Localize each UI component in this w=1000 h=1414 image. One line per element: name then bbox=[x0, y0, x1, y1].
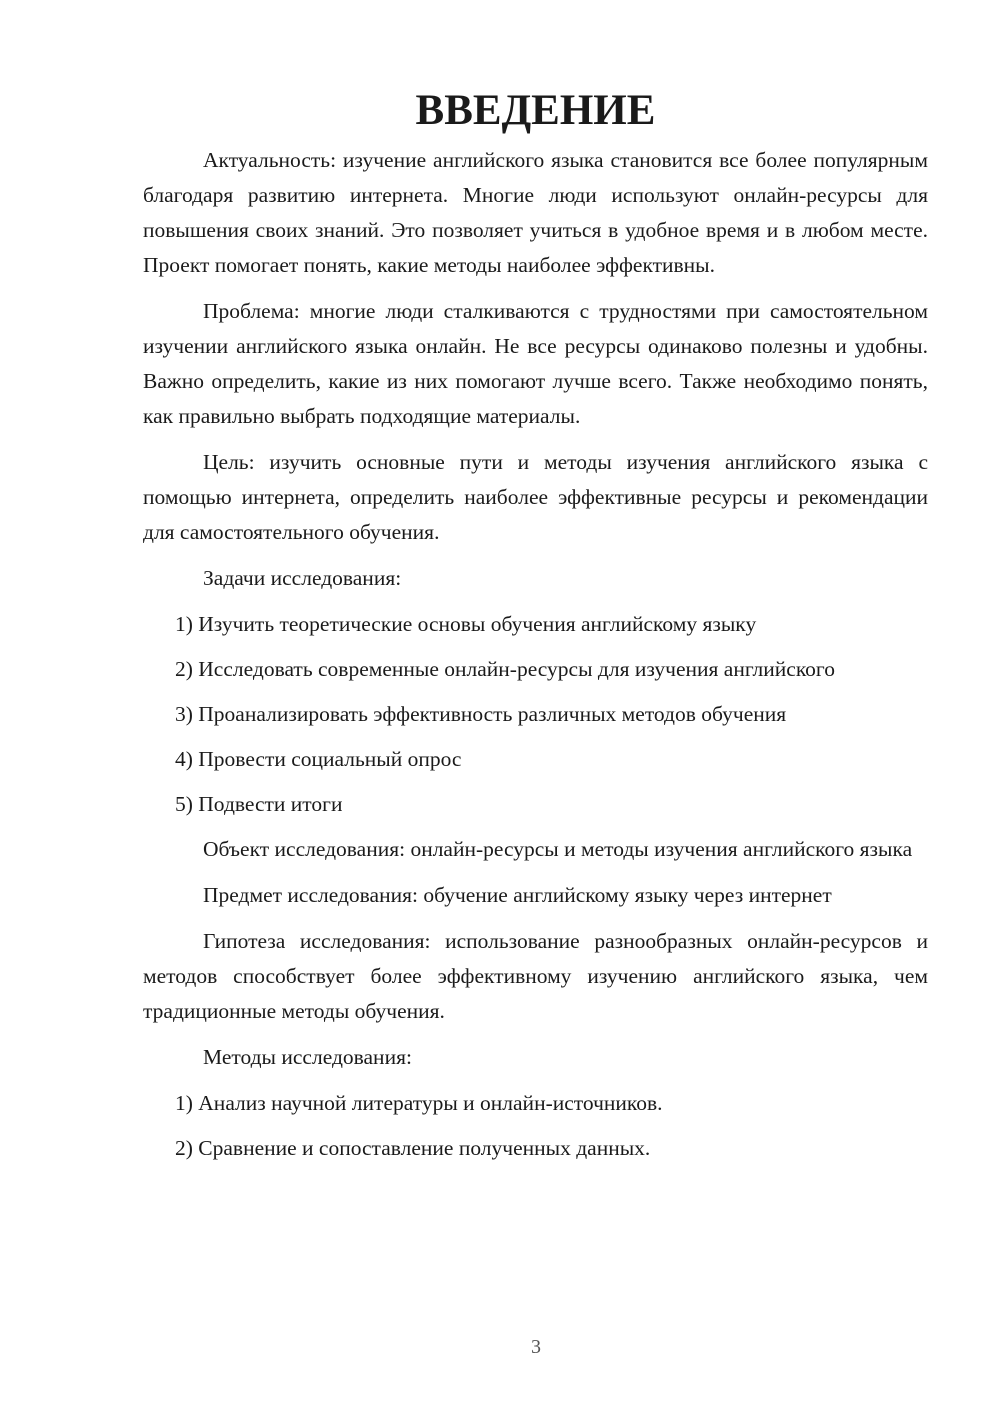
relevance-paragraph: Актуальность: изучение английского языка становится все более популярным благодаря развитию интернета. Многие люди используют онлайн-ресурсы для повышения своих знаний. Это позволяет учиться в удобное время и в любом месте. Проект помогает понять, какие методы наиболее эффективны. bbox=[143, 148, 928, 277]
hypothesis-paragraph: Гипотеза исследования: использование разнообразных онлайн-ресурсов и методов способствует более эффективному изучению английского языка, чем традиционные методы обучения. bbox=[143, 929, 928, 1023]
section-title: ВВЕДЕНИЕ bbox=[415, 87, 656, 134]
page-number: 3 bbox=[531, 1336, 541, 1358]
method-item: 2) Сравнение и сопоставление полученных данных. bbox=[175, 1136, 651, 1160]
problem-paragraph: Проблема: многие люди сталкиваются с трудностями при самостоятельном изучении английского языка онлайн. Не все ресурсы одинаково полезны и удобны. Важно определить, какие из них помогают лучше всего. Также необходимо понять, как правильно выбрать подходящие материалы. bbox=[143, 299, 928, 428]
object-paragraph: Объект исследования: онлайн-ресурсы и методы изучения английского языка bbox=[203, 837, 913, 861]
task-item: 3) Проанализировать эффективность различных методов обучения bbox=[175, 702, 787, 726]
task-item: 5) Подвести итоги bbox=[175, 792, 343, 816]
methods-heading: Методы исследования: bbox=[203, 1045, 412, 1069]
goal-paragraph: Цель: изучить основные пути и методы изучения английского языка с помощью интернета, определить наиболее эффективные ресурсы и рекомендации для самостоятельного обучения. bbox=[143, 450, 928, 544]
method-item: 1) Анализ научной литературы и онлайн-источников. bbox=[175, 1091, 663, 1115]
task-item: 2) Исследовать современные онлайн-ресурсы для изучения английского bbox=[175, 657, 835, 681]
subject-paragraph: Предмет исследования: обучение английскому языку через интернет bbox=[203, 883, 832, 907]
task-item: 1) Изучить теоретические основы обучения английскому языку bbox=[175, 612, 757, 636]
task-item: 4) Провести социальный опрос bbox=[175, 747, 462, 771]
tasks-heading: Задачи исследования: bbox=[203, 566, 402, 590]
document-body bbox=[143, 143, 928, 1176]
